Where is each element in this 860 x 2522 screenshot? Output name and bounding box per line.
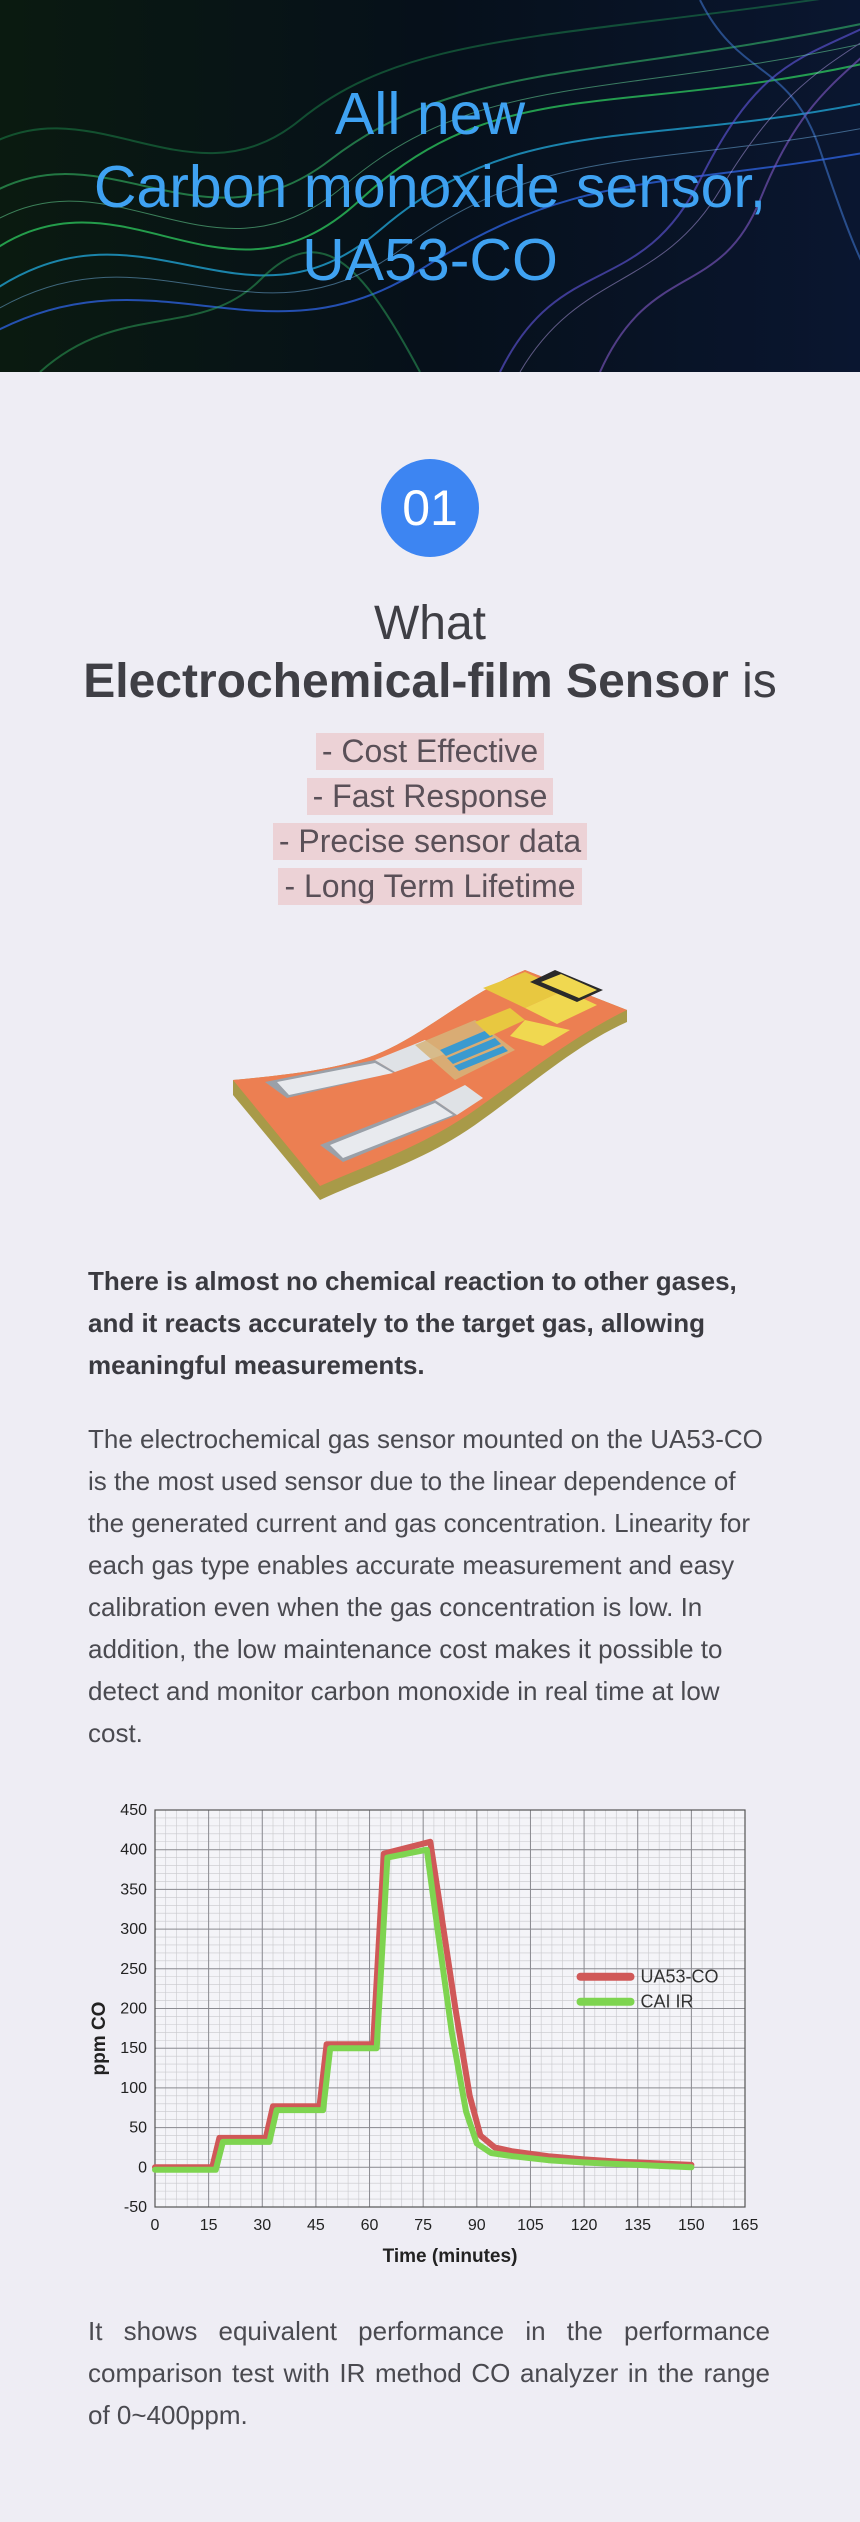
chart-y-tick-label: 350 bbox=[120, 1881, 147, 1899]
feature-item bbox=[0, 778, 860, 823]
chart-y-axis-label: ppm CO bbox=[89, 2001, 110, 2076]
chart-x-tick-label: 150 bbox=[678, 2217, 705, 2234]
feature-item bbox=[0, 823, 860, 868]
chart-x-tick-label: 30 bbox=[253, 2217, 272, 2234]
section-number-badge: 01 bbox=[381, 459, 479, 557]
chart-y-tick-label: 400 bbox=[120, 1841, 147, 1859]
chart-y-tick-label: 0 bbox=[138, 2159, 147, 2177]
section-heading-tail: is bbox=[728, 655, 777, 708]
feature-item-label: - Precise sensor data bbox=[273, 823, 587, 860]
hero-title-line: All new bbox=[334, 81, 526, 147]
feature-item-label: - Long Term Lifetime bbox=[278, 868, 581, 905]
section-heading-bold: Electrochemical-film Sensor bbox=[83, 655, 729, 708]
chart-y-tick-label: 100 bbox=[120, 2079, 147, 2097]
section-heading-line2 bbox=[0, 652, 860, 712]
performance-chart bbox=[75, 1795, 775, 2305]
feature-item-label: - Cost Effective bbox=[316, 733, 544, 770]
feature-item bbox=[0, 868, 860, 913]
chart-caption: It shows equivalent performance in the performance comparison test with IR method CO analyzer in the range of 0~400ppm. bbox=[88, 2316, 770, 2430]
body-paragraph: The electrochemical gas sensor mounted on the UA53-CO is the most used sensor due to the linear dependence of the generated current and gas concentration. Linearity for each gas type enables accurate measurement and easy calibration even when the gas concentration is low. In addition, the low maintenance cost makes it possible to detect and monitor carbon monoxide in real time at low cost. bbox=[88, 1424, 763, 1748]
chart-x-tick-label: 105 bbox=[517, 2217, 544, 2234]
sensor-illustration bbox=[225, 950, 635, 1220]
hero-title bbox=[0, 78, 860, 297]
chart-x-tick-label: 120 bbox=[570, 2217, 598, 2234]
feature-list bbox=[0, 733, 860, 913]
chart-x-tick-label: 90 bbox=[467, 2217, 486, 2234]
chart-y-tick-label: 450 bbox=[120, 1802, 147, 1819]
chart-x-axis-label: Time (minutes) bbox=[382, 2246, 518, 2267]
lead-paragraph: There is almost no chemical reaction to other gases, and it reacts accurately to the target gas, allowing meaningful measurements. bbox=[88, 1266, 737, 1380]
chart-x-tick-label: 135 bbox=[624, 2217, 652, 2234]
chart-x-tick-label: 15 bbox=[199, 2217, 218, 2234]
chart-y-tick-label: 150 bbox=[120, 2040, 147, 2058]
hero-banner bbox=[0, 0, 860, 372]
chart-x-tick-label: 0 bbox=[150, 2217, 160, 2234]
chart-x-tick-label: 75 bbox=[414, 2217, 433, 2234]
hero-title-line: Carbon monoxide sensor, bbox=[93, 154, 767, 220]
chart-x-tick-label: 165 bbox=[731, 2217, 759, 2234]
chart-x-tick-label: 45 bbox=[307, 2217, 325, 2234]
chart-y-tick-label: 50 bbox=[129, 2119, 147, 2137]
chart-legend-label: CAI IR bbox=[640, 1991, 694, 2012]
chart-x-tick-label: 60 bbox=[360, 2217, 379, 2234]
chart-y-tick-label: 200 bbox=[120, 2000, 147, 2018]
hero-title-line: UA53-CO bbox=[302, 227, 558, 293]
feature-item-label: - Fast Response bbox=[307, 778, 554, 815]
chart-y-tick-label: -50 bbox=[123, 2199, 147, 2216]
chart-y-tick-label: 250 bbox=[120, 1960, 147, 1978]
feature-item bbox=[0, 733, 860, 778]
chart-y-tick-label: 300 bbox=[120, 1921, 147, 1939]
section-heading-line1: What bbox=[373, 597, 487, 650]
chart-legend-label: UA53-CO bbox=[640, 1966, 719, 1987]
